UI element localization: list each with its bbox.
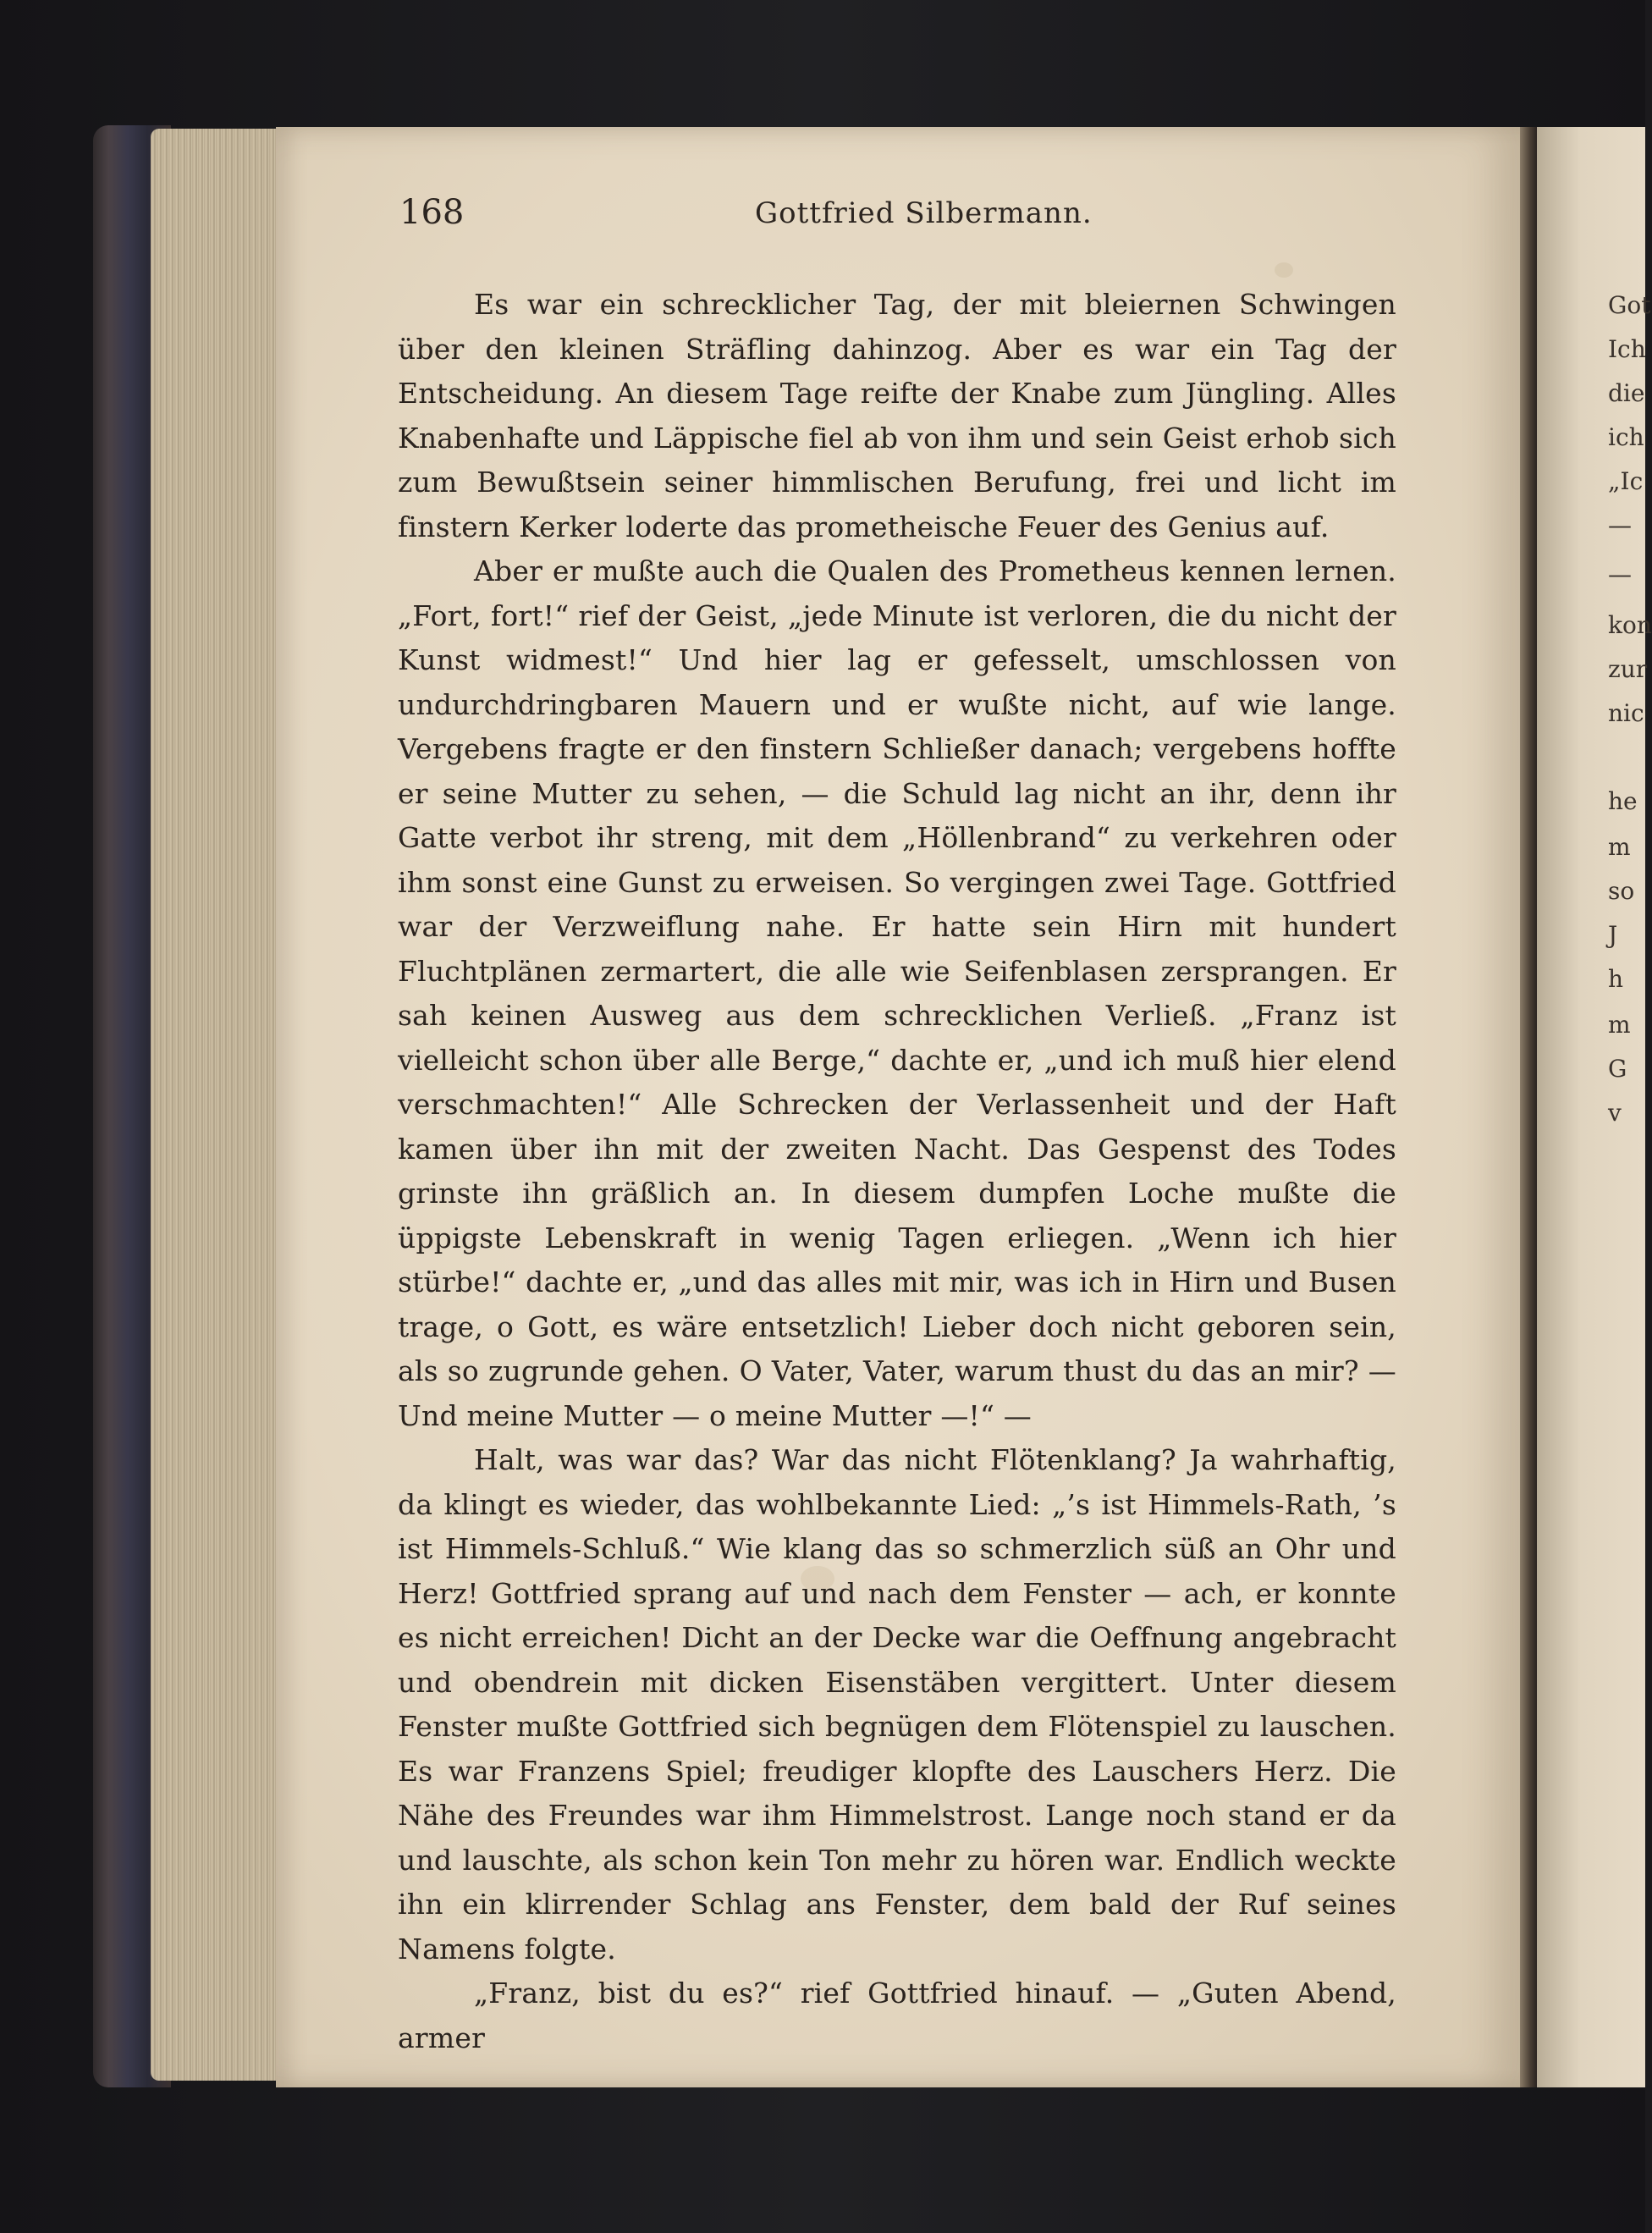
book-gutter (1520, 127, 1537, 2087)
facing-page-fragment: v (1608, 1099, 1622, 1127)
facing-page-fragment: Ich (1608, 335, 1646, 363)
facing-page-fragment: kon (1608, 611, 1652, 639)
facing-page-fragment: nic (1608, 699, 1644, 727)
facing-page-fragment: m (1608, 1011, 1631, 1039)
facing-page-fragment: Got (1608, 291, 1651, 319)
paragraph: Es war ein schrecklicher Tag, der mit bleiernen Schwingen über den kleinen Sträfling dahinzog. Aber es war ein Tag der Entscheidung. An diesem Tage reifte der Knabe zum Jüngling. Alles Knabenhafte und Läppische fiel ab von ihm und sein Geist erhob sich zum Bewußtsein seiner himmlischen Berufung, frei und licht im finstern Kerker loderte das prometheische Feuer des Genius auf. (398, 288, 1396, 543)
facing-page-fragment: — (1608, 560, 1632, 588)
paper-stain (1275, 262, 1293, 278)
facing-page-fragment: he (1608, 787, 1638, 815)
facing-page-fragment: zur (1608, 655, 1648, 683)
page-number: 168 (399, 193, 465, 232)
paragraph: Aber er mußte auch die Qualen des Prometheus kennen lernen. „Fort, fort!“ rief der Geist, „jede Minute ist verloren, die du nicht der Kunst widmest!“ Und hier lag er gefesselt, umschlossen von undurchdringbaren Mauern und er wußte nicht, auf wie lange. Vergebens fragte er den finstern Schließer danach; vergebens hoffte er seine Mutter zu sehen, — die Schuld lag nicht an ihr, denn ihr Gatte verbot ihr streng, mit dem „Höllenbrand“ zu verkehren oder ihm sonst eine Gunst zu erweisen. So vergingen zwei Tage. Gottfried war der Verzweiflung nahe. Er hatte sein Hirn mit hundert Fluchtplänen zermartert, die alle wie Seifenblasen zersprangen. Er sah keinen Ausweg aus dem schrecklichen Verließ. „Franz ist vielleicht schon über alle Berge,“ dachte er, „und ich muß hier elend verschmachten!“ Alle Schrecken der Verlassenheit und der Haft kamen über ihn mit der zweiten Nacht. Das Gespenst des Todes grinste ihn gräßlich an. In diesem dumpfen Loche mußte die üppigste Lebenskraft in wenig Tagen erliegen. „Wenn ich hier stürbe!“ dachte er, „und das alles mit mir, was ich in Hirn und Busen trage, o Gott, es wäre entsetzlich! Lieber doch nicht geboren sein, als so zugrunde gehen. O Vater, Vater, warum thust du das an mir? — Und meine Mutter — o meine Mutter —!“ — (398, 554, 1396, 1432)
facing-page-fragment: „Ic (1608, 467, 1644, 495)
facing-page-fragment: m (1608, 833, 1631, 861)
facing-page-fragment: die (1608, 379, 1645, 407)
page-block-edges (151, 129, 278, 2081)
facing-page-fragment: so (1608, 877, 1635, 905)
facing-page-edge (1537, 127, 1652, 2087)
facing-page-fragment: h (1608, 965, 1624, 993)
facing-page-fragment: J (1608, 921, 1618, 949)
paragraph: Halt, was war das? War das nicht Flötenklang? Ja wahrhaftig, da klingt es wieder, das wohlbekannte Lied: „’s ist Himmels-Rath, ’s ist Himmels-Schluß.“ Wie klang das so schmerzlich süß an Ohr und Herz! Gottfried sprang auf und nach dem Fenster — ach, er konnte es nicht erreichen! Dicht an der Decke war die Oeffnung angebracht und obendrein mit dicken Eisenstäben vergittert. Unter diesem Fenster mußte Gottfried sich begnügen dem Flötenspiel zu lauschen. Es war Franzens Spiel; freudiger klopfte des Lauschers Herz. Die Nähe des Freundes war ihm Himmelstrost. Lange noch stand er da und lauschte, als schon kein Ton mehr zu hören war. Endlich weckte ihn ein klirrender Schlag ans Fenster, dem bald der Ruf seines Namens folgte. (398, 1443, 1396, 1966)
facing-page-fragment: G (1608, 1055, 1627, 1083)
running-head: Gottfried Silbermann. (755, 196, 1093, 230)
book-page (276, 127, 1520, 2087)
paragraph: „Franz, bist du es?“ rief Gottfried hinauf. — „Guten Abend, armer (398, 1977, 1396, 2054)
facing-page-fragment: — (1608, 511, 1632, 539)
facing-page-fragment: ich (1608, 423, 1644, 451)
body-text (398, 283, 1396, 2060)
